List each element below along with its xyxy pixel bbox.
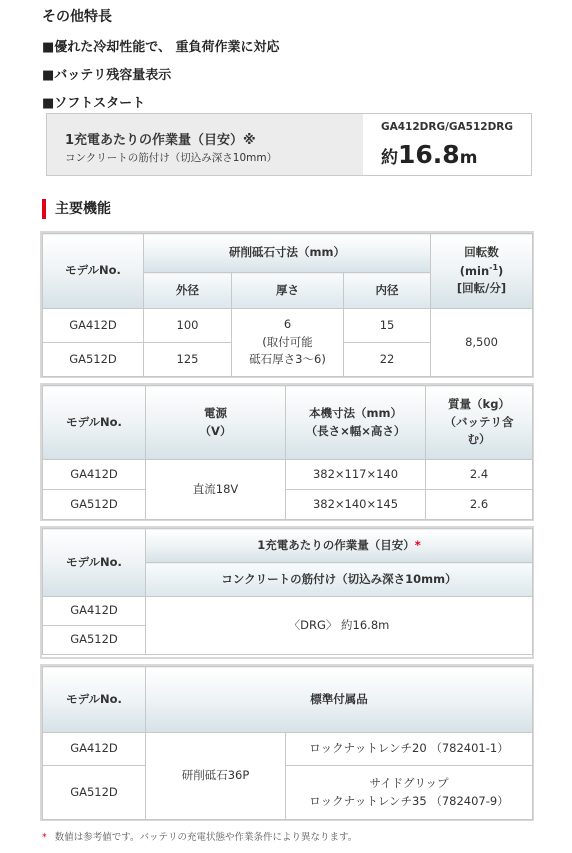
table-row xyxy=(43,460,533,490)
table2-dim-header xyxy=(286,386,426,460)
footnote-mark: * xyxy=(42,832,47,843)
work-amount-unit: m xyxy=(459,148,478,168)
features-title: その他特長 xyxy=(42,9,112,25)
table2-power-header xyxy=(146,386,286,460)
table1-thickness-line1: 6 xyxy=(283,316,292,331)
table2-power-cell: 直流18V xyxy=(146,460,286,520)
table2-model-cell: GA412D xyxy=(43,460,146,490)
spec-table-work xyxy=(42,528,533,655)
table4-model-cell: GA512D xyxy=(43,766,146,820)
table1-rpm-header-line1: 回転数 xyxy=(464,244,499,259)
table-row xyxy=(43,490,533,520)
table1-dim-header: 研削砥石寸法（mm） xyxy=(144,234,431,273)
table1-outer-header: 外径 xyxy=(144,273,232,309)
table2-mass-header-line1: 質量（kg） xyxy=(448,396,510,411)
table-row xyxy=(43,597,533,626)
table2-dim-header-line1: 本機寸法（mm） xyxy=(309,405,402,420)
table2-mass-header xyxy=(426,386,533,460)
work-amount-number: 16.8 xyxy=(398,140,460,169)
spec-table-wheel xyxy=(42,233,533,377)
work-amount-model: GA412DRG/GA512DRG xyxy=(381,121,513,133)
table-row xyxy=(43,766,533,820)
table1-model-header: モデルNo. xyxy=(43,234,144,309)
feature-item-battery: ■バッテリ残容量表示 xyxy=(42,68,172,83)
table4-common-cell: 研削砥石36P xyxy=(146,733,286,820)
table2-dim-header-line2: （長さ×幅×高さ） xyxy=(305,423,406,438)
table4-model-cell: GA412D xyxy=(43,733,146,766)
table1-inner-cell: 15 xyxy=(344,309,431,343)
table1-outer-cell: 125 xyxy=(144,343,232,377)
table1-thickness-line2: (取付可能 xyxy=(262,334,313,349)
table3-model-cell: GA412D xyxy=(43,597,146,626)
section-title: 主要機能 xyxy=(42,199,111,219)
table1-rpm-cell: 8,500 xyxy=(431,309,533,377)
table4-model-header: モデルNo. xyxy=(43,667,146,733)
table1-rpm-unit-a: (min xyxy=(459,263,490,278)
feature-item-softstart: ■ソフトスタート xyxy=(42,96,146,111)
work-amount-prefix: 約 xyxy=(381,148,398,168)
table3-header-2: コンクリートの筋付け（切込み深さ10mm） xyxy=(146,563,533,597)
table3-value-cell: 〈DRG〉 約16.8m xyxy=(146,597,533,655)
table1-inner-header: 内径 xyxy=(344,273,431,309)
table2-mass-header-line3: む） xyxy=(467,432,491,447)
table3-header-1-mark: * xyxy=(414,537,421,552)
table3-model-header: モデルNo. xyxy=(43,529,146,597)
table1-thickness-line3: 砥石厚さ3～6) xyxy=(249,352,326,367)
table1-model-cell: GA512D xyxy=(43,343,144,377)
table4-accessories-header: 標準付属品 xyxy=(146,667,533,733)
spec-table-accessories xyxy=(42,666,533,820)
table-row xyxy=(43,733,533,766)
table1-rpm-header-line3: [回転/分] xyxy=(456,281,507,296)
work-amount-title: 1充電あたりの作業量（目安）※ xyxy=(65,133,256,148)
table1-rpm-header xyxy=(431,234,533,309)
table1-inner-cell: 22 xyxy=(344,343,431,377)
work-amount-box xyxy=(46,113,532,176)
table2-dims-cell: 382×117×140 xyxy=(286,460,426,490)
table2-mass-cell: 2.6 xyxy=(426,490,533,520)
table1-outer-cell: 100 xyxy=(144,309,232,343)
table1-model-cell: GA412D xyxy=(43,309,144,343)
work-amount-subtitle: コンクリートの筋付け（切込み深さ10mm） xyxy=(65,152,278,164)
feature-item-cooling: ■優れた冷却性能で、 重負荷作業に対応 xyxy=(42,40,280,55)
spec-table-body xyxy=(42,385,533,520)
table-row xyxy=(43,309,533,343)
table1-thickness-header: 厚さ xyxy=(232,273,344,309)
table2-model-header: モデルNo. xyxy=(43,386,146,460)
table2-power-header-line2: （V） xyxy=(199,423,232,438)
table2-mass-cell: 2.4 xyxy=(426,460,533,490)
table2-model-cell: GA512D xyxy=(43,490,146,520)
table3-header-1-text: 1充電あたりの作業量（目安） xyxy=(257,537,415,552)
table2-power-header-line1: 電源 xyxy=(204,405,227,420)
table4-acc-cell xyxy=(286,766,533,820)
table1-thickness-cell xyxy=(232,309,344,377)
work-amount-value xyxy=(381,140,477,169)
footnote xyxy=(42,829,357,843)
table4-acc-line2: ロックナットレンチ35 （782407-9） xyxy=(309,793,509,808)
table4-acc-cell: ロックナットレンチ20 （782401-1） xyxy=(286,733,533,766)
table1-rpm-unit-c: ) xyxy=(498,263,504,278)
table1-rpm-header-line2 xyxy=(433,262,530,281)
table4-acc-line1: サイドグリップ xyxy=(369,775,449,790)
table1-rpm-unit-exp: -1 xyxy=(489,262,499,272)
footnote-text: 数値は参考値です。バッテリの充電状態や作業条件により異なります。 xyxy=(54,832,358,843)
table3-model-cell: GA512D xyxy=(43,626,146,655)
table2-mass-header-line2: （バッテリ含 xyxy=(444,414,514,429)
table2-dims-cell: 382×140×145 xyxy=(286,490,426,520)
table3-header-1 xyxy=(146,529,533,563)
